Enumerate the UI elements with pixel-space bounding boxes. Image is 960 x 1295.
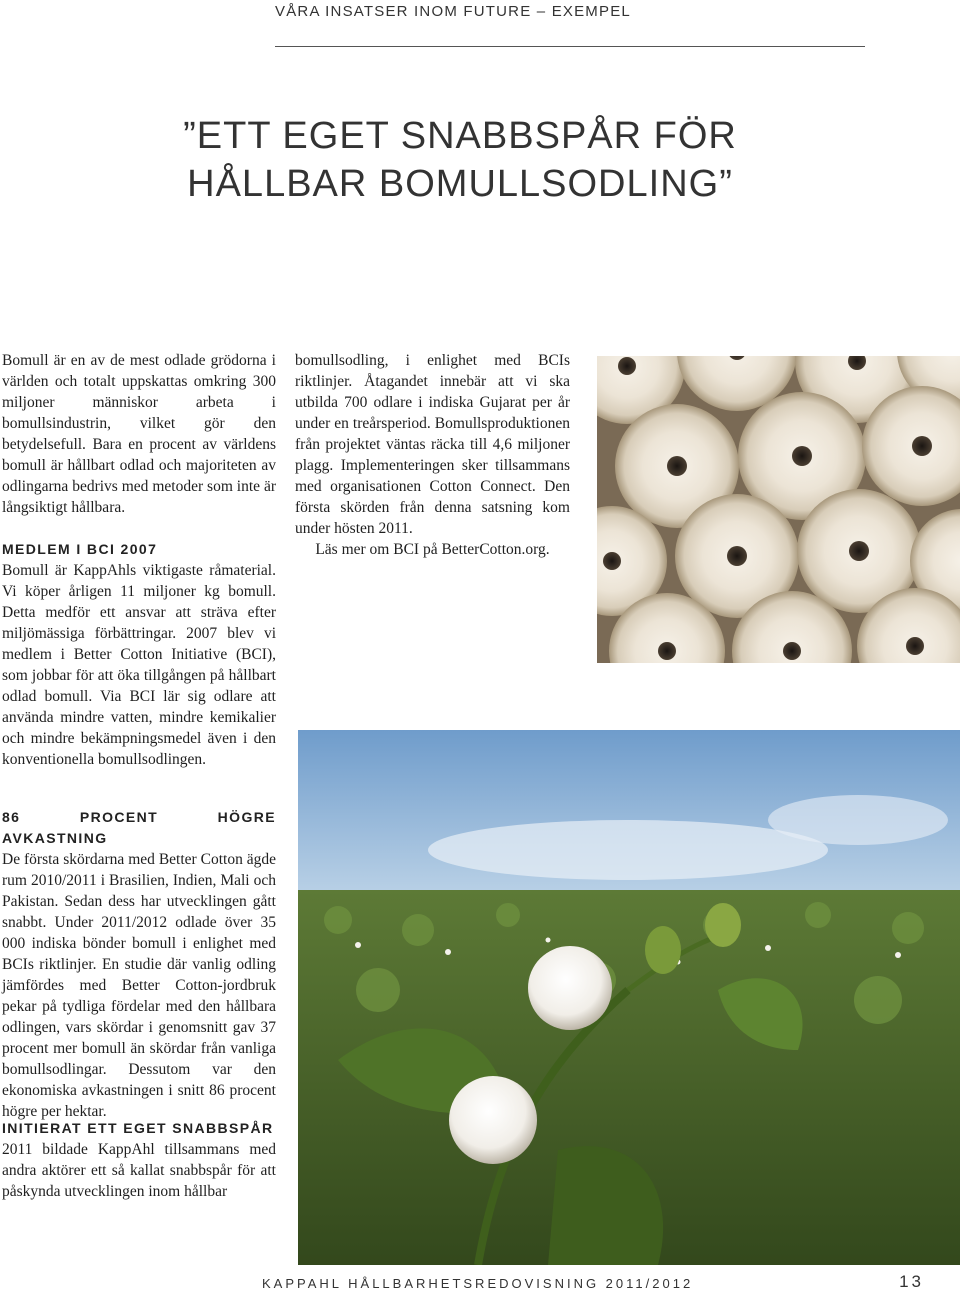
subhead-bci-membership: MEDLEM I BCI 2007 [2, 541, 158, 557]
photo-cotton-fabric-rolls [597, 356, 960, 663]
cotton-boll-lower [449, 1076, 537, 1164]
headline-line-1: ”ETT EGET SNABBSPÅR FÖR [183, 115, 737, 157]
section-label: VÅRA INSATSER INOM FUTURE – EXEMPEL [275, 3, 631, 20]
page-headline [150, 112, 770, 208]
continuation-paragraph: bomullsodling, i enlighet med BCIs riktlinjer. Åtagandet innebär att vi ska utbilda 700 odlare i indiska Gujarat per år under en treårsperiod. Bomullsproduktionen från projektet väntas räcka till 4,6 miljoner plagg. Implementeringen sker tillsammans med organisationen Cotton Connect. Den första skörden från denna satsning kom under hösten 2011. [295, 352, 570, 537]
column-intro [2, 350, 276, 770]
subhead-fast-track: INITIERAT ETT EGET SNABBSPÅR [2, 1120, 274, 1136]
bci-membership-paragraph: Bomull är KappAhls viktigaste råmaterial. Vi köper årligen 11 miljoner kg bomull. Detta medför ett ansvar att sträva efter miljömässiga förbättringar. 2007 blev vi medlem i Better Cotton Initiative (BCI), som jobbar för att öka tillgången på hållbart odlad bomull. Via BCI lär sig odlare att använda mindre vatten, mindre kemikalier och mindre bekämpningsmedel även i den konventionella bomullsodlingen. [2, 562, 276, 768]
fast-track-paragraph: 2011 bildade KappAhl tillsammans med andra aktörer ett så kallat snabbspår för att påskynda utvecklingen inom hållbar [2, 1141, 276, 1200]
footer-report-title: KAPPAHL HÅLLBARHETSREDOVISNING 2011/2012 [262, 1276, 694, 1291]
read-more-text: Läs mer om BCI på BetterCotton.org. [315, 541, 550, 558]
column-continuation [295, 350, 570, 560]
photo-cotton-field [298, 730, 960, 1265]
headline-line-2: HÅLLBAR BOMULLSODLING” [187, 163, 733, 205]
intro-paragraph: Bomull är en av de mest odlade grödorna i världen och totalt uppskattas omkring 300 miljoner människor arbeta i bomullsindustrin, vilket gör den betydelsefull. Bara en procent av världens bomull är hållbart odlad och majoriteten av odlingarna bedrivs med metoder som inte är långsiktigt hållbara. [2, 352, 276, 516]
subhead-higher-yield: 86 PROCENT HÖGRE AVKASTNING [2, 809, 276, 846]
cotton-boll-upper [528, 946, 612, 1030]
column-yield [2, 807, 276, 1122]
page-number: 13 [899, 1272, 924, 1291]
yield-paragraph: De första skördarna med Better Cotton ägde rum 2010/2011 i Brasilien, Indien, Mali och Pakistan. Sedan dess har utvecklingen gått snabbt. Under 2011/2012 odlade över 35 000 indiska bönder bomull i enlighet med BCIs riktlinjer. En studie där vanlig odling jämfördes med Better Cotton-jordbruk pekar på tydliga fördelar med den hållbara odlingen, vars skördar i genomsnitt gav 37 procent mer bomull än skördar från vanliga bomullsodlingar. Dessutom var den ekonomiska avkastningen i snitt 86 procent högre per hektar. [2, 851, 276, 1120]
header-divider [275, 46, 865, 47]
column-fast-track [2, 1118, 276, 1202]
